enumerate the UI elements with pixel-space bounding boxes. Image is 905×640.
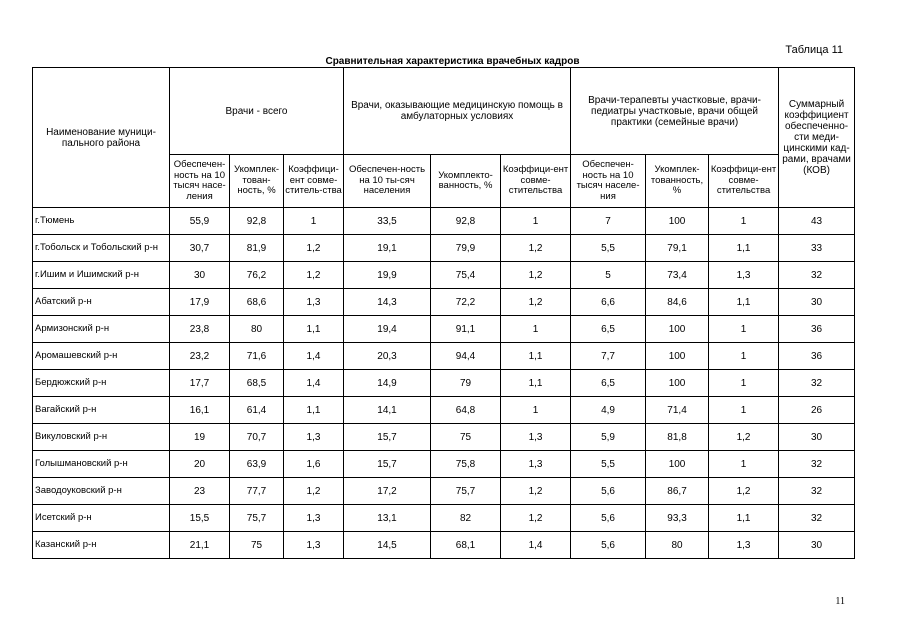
table-cell: 68,5 — [230, 370, 284, 397]
table-cell: 75 — [431, 424, 501, 451]
table-cell: 26 — [779, 397, 855, 424]
table-cell: 100 — [646, 208, 709, 235]
district-name: Голышмановский р-н — [33, 451, 170, 478]
district-name: Аромашевский р-н — [33, 343, 170, 370]
table-cell: 72,2 — [431, 289, 501, 316]
table-cell: 19,4 — [344, 316, 431, 343]
table-cell: 5,5 — [571, 451, 646, 478]
table-cell: 32 — [779, 451, 855, 478]
table-cell: 32 — [779, 505, 855, 532]
table-cell: 75,4 — [431, 262, 501, 289]
table-cell: 1,2 — [284, 478, 344, 505]
table-cell: 82 — [431, 505, 501, 532]
table-cell: 1 — [709, 316, 779, 343]
table-cell: 15,7 — [344, 424, 431, 451]
table-cell: 64,8 — [431, 397, 501, 424]
table-cell: 5,6 — [571, 532, 646, 559]
table-cell: 1,1 — [709, 505, 779, 532]
table-cell: 7 — [571, 208, 646, 235]
table-cell: 20 — [170, 451, 230, 478]
district-name: Викуловский р-н — [33, 424, 170, 451]
table-cell: 1,6 — [284, 451, 344, 478]
table-cell: 32 — [779, 262, 855, 289]
district-name: г.Тобольск и Тобольский р-н — [33, 235, 170, 262]
header-doctors-total: Врачи - всего — [170, 68, 344, 155]
table-cell: 1,3 — [709, 532, 779, 559]
table-cell: 79 — [431, 370, 501, 397]
table-cell: 1,3 — [284, 424, 344, 451]
table-cell: 1,1 — [501, 343, 571, 370]
table-row — [33, 397, 855, 424]
table-row — [33, 235, 855, 262]
table-cell: 1,2 — [284, 235, 344, 262]
table-cell: 75,8 — [431, 451, 501, 478]
table-cell: 75,7 — [230, 505, 284, 532]
header-name: Наименование муници-пального района — [33, 68, 170, 208]
table-cell: 1,4 — [284, 370, 344, 397]
table-cell: 68,1 — [431, 532, 501, 559]
subheader: Коэффици-ент совме-ститель-ства — [284, 155, 344, 208]
table-cell: 32 — [779, 478, 855, 505]
table-cell: 30 — [170, 262, 230, 289]
table-cell: 33 — [779, 235, 855, 262]
subheader: Укомплек-тованность, % — [646, 155, 709, 208]
table-row — [33, 289, 855, 316]
table-cell: 14,3 — [344, 289, 431, 316]
table-cell: 1,3 — [709, 262, 779, 289]
table-cell: 5,5 — [571, 235, 646, 262]
subheader: Укомплекто-ванность, % — [431, 155, 501, 208]
table-number: Таблица 11 — [785, 44, 843, 56]
subheader: Обеспечен-ность на 10 тысяч насе-ления — [170, 155, 230, 208]
table-cell: 5,9 — [571, 424, 646, 451]
table-cell: 7,7 — [571, 343, 646, 370]
table-cell: 91,1 — [431, 316, 501, 343]
table-cell: 55,9 — [170, 208, 230, 235]
table-cell: 19 — [170, 424, 230, 451]
table-cell: 75 — [230, 532, 284, 559]
table-cell: 100 — [646, 316, 709, 343]
table-cell: 75,7 — [431, 478, 501, 505]
table-cell: 6,5 — [571, 316, 646, 343]
doctors-table — [32, 67, 855, 559]
district-name: Казанский р-н — [33, 532, 170, 559]
table-cell: 30 — [779, 289, 855, 316]
table-cell: 15,5 — [170, 505, 230, 532]
table-cell: 20,3 — [344, 343, 431, 370]
district-name: Бердюжский р-н — [33, 370, 170, 397]
table-cell: 1,2 — [501, 235, 571, 262]
subheader: Коэффици-ент совме-стительства — [709, 155, 779, 208]
header-summary-coefficient: Суммарный коэффициент обеспеченно-сти меди-цинскими кад-рами, врачами (КОВ) — [779, 68, 855, 208]
district-name: г.Тюмень — [33, 208, 170, 235]
table-row — [33, 424, 855, 451]
subheader: Коэффици-ент совме-стительства — [501, 155, 571, 208]
table-row — [33, 370, 855, 397]
table-cell: 1,2 — [709, 424, 779, 451]
district-name: Абатский р-н — [33, 289, 170, 316]
table-cell: 81,9 — [230, 235, 284, 262]
table-cell: 1,4 — [284, 343, 344, 370]
table-cell: 17,2 — [344, 478, 431, 505]
table-cell: 1,1 — [709, 235, 779, 262]
table-row — [33, 208, 855, 235]
table-cell: 100 — [646, 451, 709, 478]
table-cell: 19,9 — [344, 262, 431, 289]
table-cell: 5 — [571, 262, 646, 289]
table-row — [33, 532, 855, 559]
table-cell: 92,8 — [230, 208, 284, 235]
table-cell: 1,3 — [284, 289, 344, 316]
table-cell: 16,1 — [170, 397, 230, 424]
table-cell: 63,9 — [230, 451, 284, 478]
district-name: Заводоуковский р-н — [33, 478, 170, 505]
subheader: Обеспечен-ность на 10 тысяч населе-ния — [571, 155, 646, 208]
table-row — [33, 262, 855, 289]
table-cell: 23,2 — [170, 343, 230, 370]
table-cell: 1,4 — [501, 532, 571, 559]
table-cell: 19,1 — [344, 235, 431, 262]
table-cell: 1,3 — [284, 505, 344, 532]
table-cell: 1 — [284, 208, 344, 235]
table-cell: 6,5 — [571, 370, 646, 397]
table-cell: 71,4 — [646, 397, 709, 424]
table-cell: 1,2 — [709, 478, 779, 505]
table-cell: 36 — [779, 343, 855, 370]
table-cell: 1 — [709, 343, 779, 370]
table-cell: 32 — [779, 370, 855, 397]
table-cell: 1 — [709, 451, 779, 478]
table-cell: 5,6 — [571, 478, 646, 505]
table-cell: 1,1 — [501, 370, 571, 397]
table-row — [33, 316, 855, 343]
table-cell: 30 — [779, 532, 855, 559]
table-cell: 1,1 — [284, 397, 344, 424]
table-row — [33, 505, 855, 532]
table-title: Сравнительная характеристика врачебных кадров — [325, 56, 580, 67]
table-cell: 93,3 — [646, 505, 709, 532]
table-cell: 1,2 — [501, 505, 571, 532]
table-cell: 94,4 — [431, 343, 501, 370]
table-cell: 14,5 — [344, 532, 431, 559]
table-cell: 1 — [501, 397, 571, 424]
table-cell: 79,1 — [646, 235, 709, 262]
table-cell: 1 — [501, 208, 571, 235]
table-row — [33, 451, 855, 478]
table-cell: 80 — [646, 532, 709, 559]
district-name: Вагайский р-н — [33, 397, 170, 424]
table-cell: 1,3 — [501, 451, 571, 478]
table-cell: 1 — [709, 397, 779, 424]
table-cell: 1,3 — [501, 424, 571, 451]
subheader: Обеспечен-ность на 10 ты-сяч населения — [344, 155, 431, 208]
table-cell: 76,2 — [230, 262, 284, 289]
table-cell: 4,9 — [571, 397, 646, 424]
table-cell: 43 — [779, 208, 855, 235]
district-name: г.Ишим и Ишимский р-н — [33, 262, 170, 289]
subheader: Укомплек-тован-ность, % — [230, 155, 284, 208]
table-cell: 23,8 — [170, 316, 230, 343]
table-cell: 1,1 — [284, 316, 344, 343]
table-cell: 17,7 — [170, 370, 230, 397]
table-cell: 13,1 — [344, 505, 431, 532]
header-doctors-outpatient: Врачи, оказывающие медицинскую помощь в амбулаторных условиях — [344, 68, 571, 155]
table-cell: 6,6 — [571, 289, 646, 316]
table-cell: 1,2 — [284, 262, 344, 289]
table-cell: 1,2 — [501, 289, 571, 316]
table-cell: 15,7 — [344, 451, 431, 478]
header-doctors-therapists: Врачи-терапевты участковые, врачи-педиатры участковые, врачи общей практики (семейные врачи) — [571, 68, 779, 155]
district-name: Исетский р-н — [33, 505, 170, 532]
table-cell: 30 — [779, 424, 855, 451]
table-row — [33, 478, 855, 505]
table-cell: 1 — [709, 370, 779, 397]
district-name: Армизонский р-н — [33, 316, 170, 343]
table-cell: 23 — [170, 478, 230, 505]
table-cell: 14,9 — [344, 370, 431, 397]
table-cell: 61,4 — [230, 397, 284, 424]
table-cell: 17,9 — [170, 289, 230, 316]
table-cell: 77,7 — [230, 478, 284, 505]
table-cell: 100 — [646, 343, 709, 370]
table-cell: 30,7 — [170, 235, 230, 262]
table-cell: 79,9 — [431, 235, 501, 262]
table-cell: 73,4 — [646, 262, 709, 289]
table-cell: 5,6 — [571, 505, 646, 532]
table-cell: 80 — [230, 316, 284, 343]
table-cell: 68,6 — [230, 289, 284, 316]
table-cell: 84,6 — [646, 289, 709, 316]
table-cell: 14,1 — [344, 397, 431, 424]
table-cell: 70,7 — [230, 424, 284, 451]
table-cell: 21,1 — [170, 532, 230, 559]
table-row — [33, 343, 855, 370]
table-cell: 36 — [779, 316, 855, 343]
table-cell: 1,1 — [709, 289, 779, 316]
table-cell: 1,3 — [284, 532, 344, 559]
page-number: 11 — [835, 596, 845, 607]
table-cell: 1,2 — [501, 478, 571, 505]
table-cell: 1,2 — [501, 262, 571, 289]
table-body — [33, 208, 855, 559]
table-cell: 71,6 — [230, 343, 284, 370]
table-cell: 92,8 — [431, 208, 501, 235]
table-cell: 1 — [709, 208, 779, 235]
table-cell: 33,5 — [344, 208, 431, 235]
table-cell: 86,7 — [646, 478, 709, 505]
table-cell: 100 — [646, 370, 709, 397]
table-cell: 81,8 — [646, 424, 709, 451]
table-cell: 1 — [501, 316, 571, 343]
